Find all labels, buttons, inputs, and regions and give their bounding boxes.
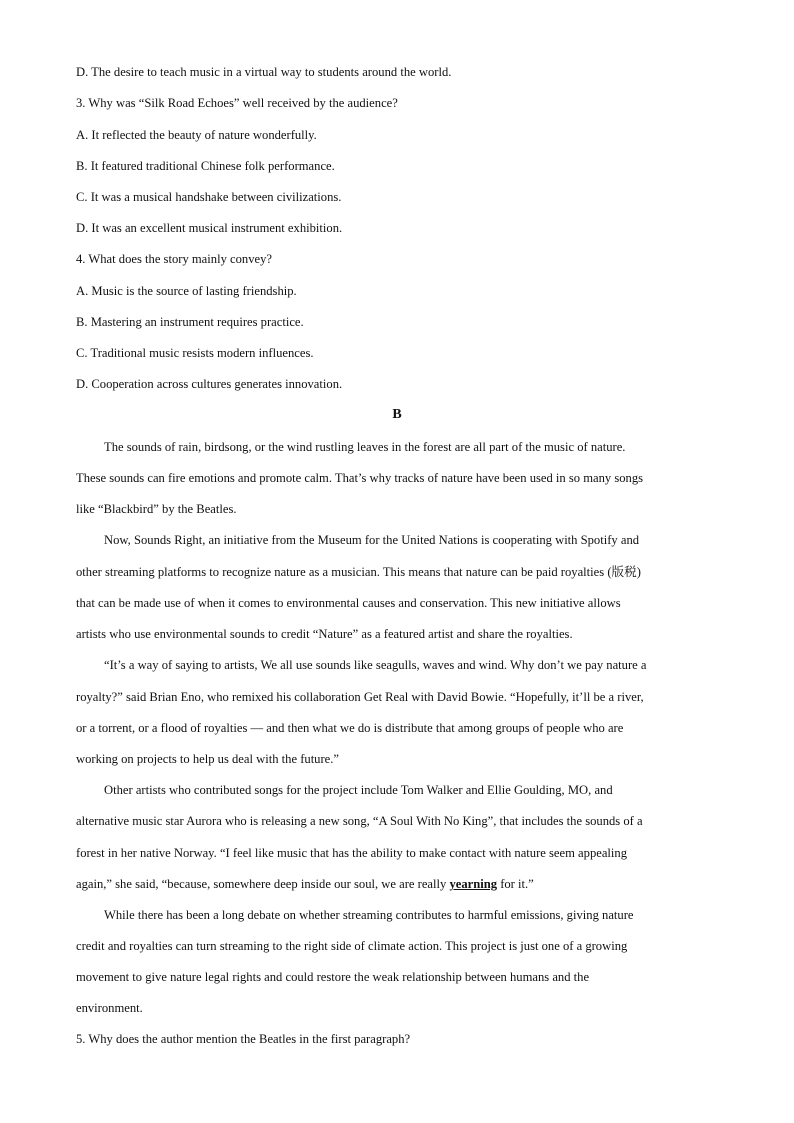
passage-line: forest in her native Norway. “I feel like music that has the ability to make contact with nature seem appealing [76,846,628,860]
section-b-heading: B [392,407,402,422]
passage-line: royalty?” said Brian Eno, who remixed his collaboration Get Real with David Bowie. “Hopefully, it’ll be a river, [76,690,644,704]
underlined-word-yearning: yearning [449,877,498,891]
q3-option-c: C. It was a musical handshake between civilizations. [76,190,342,204]
passage-line: movement to give nature legal rights and could restore the weak relationship between humans and the [76,970,590,984]
passage-line: These sounds can fire emotions and promote calm. That’s why tracks of nature have been used in so many songs [76,471,644,485]
passage-line: or a torrent, or a flood of royalties — and then what we do is distribute that among groups of people who are [76,721,624,735]
q4-option-c: C. Traditional music resists modern influences. [76,346,314,360]
q4-question: 4. What does the story mainly convey? [76,252,272,266]
q5-question: 5. Why does the author mention the Beatles in the first paragraph? [76,1032,411,1046]
q3-option-b: B. It featured traditional Chinese folk performance. [76,159,335,173]
text-after-yearning: for it.” [497,877,534,891]
passage-line: credit and royalties can turn streaming to the right side of climate action. This project is just one of a growing [76,939,628,953]
q3-option-a: A. It reflected the beauty of nature wonderfully. [76,128,317,142]
passage-line: Now, Sounds Right, an initiative from the Museum for the United Nations is cooperating with Spotify and [104,533,640,547]
q4-option-d: D. Cooperation across cultures generates innovation. [76,377,343,391]
q3-option-d: D. It was an excellent musical instrument exhibition. [76,221,343,235]
passage-line: like “Blackbird” by the Beatles. [76,502,237,516]
passage-line: “It’s a way of saying to artists, We all use sounds like seagulls, waves and wind. Why don’t we pay nature a [104,658,647,672]
q4-option-b: B. Mastering an instrument requires practice. [76,315,304,329]
passage-line: artists who use environmental sounds to credit “Nature” as a featured artist and share the royalties. [76,627,573,641]
text-before-yearning: again,” she said, “because, somewhere deep inside our soul, we are really [76,877,450,891]
q2-option-d: D. The desire to teach music in a virtual way to students around the world. [76,65,452,79]
passage-line: working on projects to help us deal with the future.” [76,752,340,766]
q4-option-a: A. Music is the source of lasting friendship. [76,284,297,298]
passage-line: alternative music star Aurora who is releasing a new song, “A Soul With No King”, that includes the sounds of a [76,814,643,828]
passage-line: environment. [76,1001,143,1015]
passage-line-yearning [76,876,534,892]
passage-line: that can be made use of when it comes to environmental causes and conservation. This new initiative allows [76,596,621,610]
passage-line: While there has been a long debate on whether streaming contributes to harmful emissions, giving nature [104,908,634,922]
passage-line: other streaming platforms to recognize nature as a musician. This means that nature can be paid royalties (版税) [76,565,641,579]
q3-question: 3. Why was “Silk Road Echoes” well received by the audience? [76,96,398,110]
passage-line: The sounds of rain, birdsong, or the wind rustling leaves in the forest are all part of the music of nature. [104,440,626,454]
passage-line: Other artists who contributed songs for the project include Tom Walker and Ellie Goulding, MO, and [104,783,613,797]
